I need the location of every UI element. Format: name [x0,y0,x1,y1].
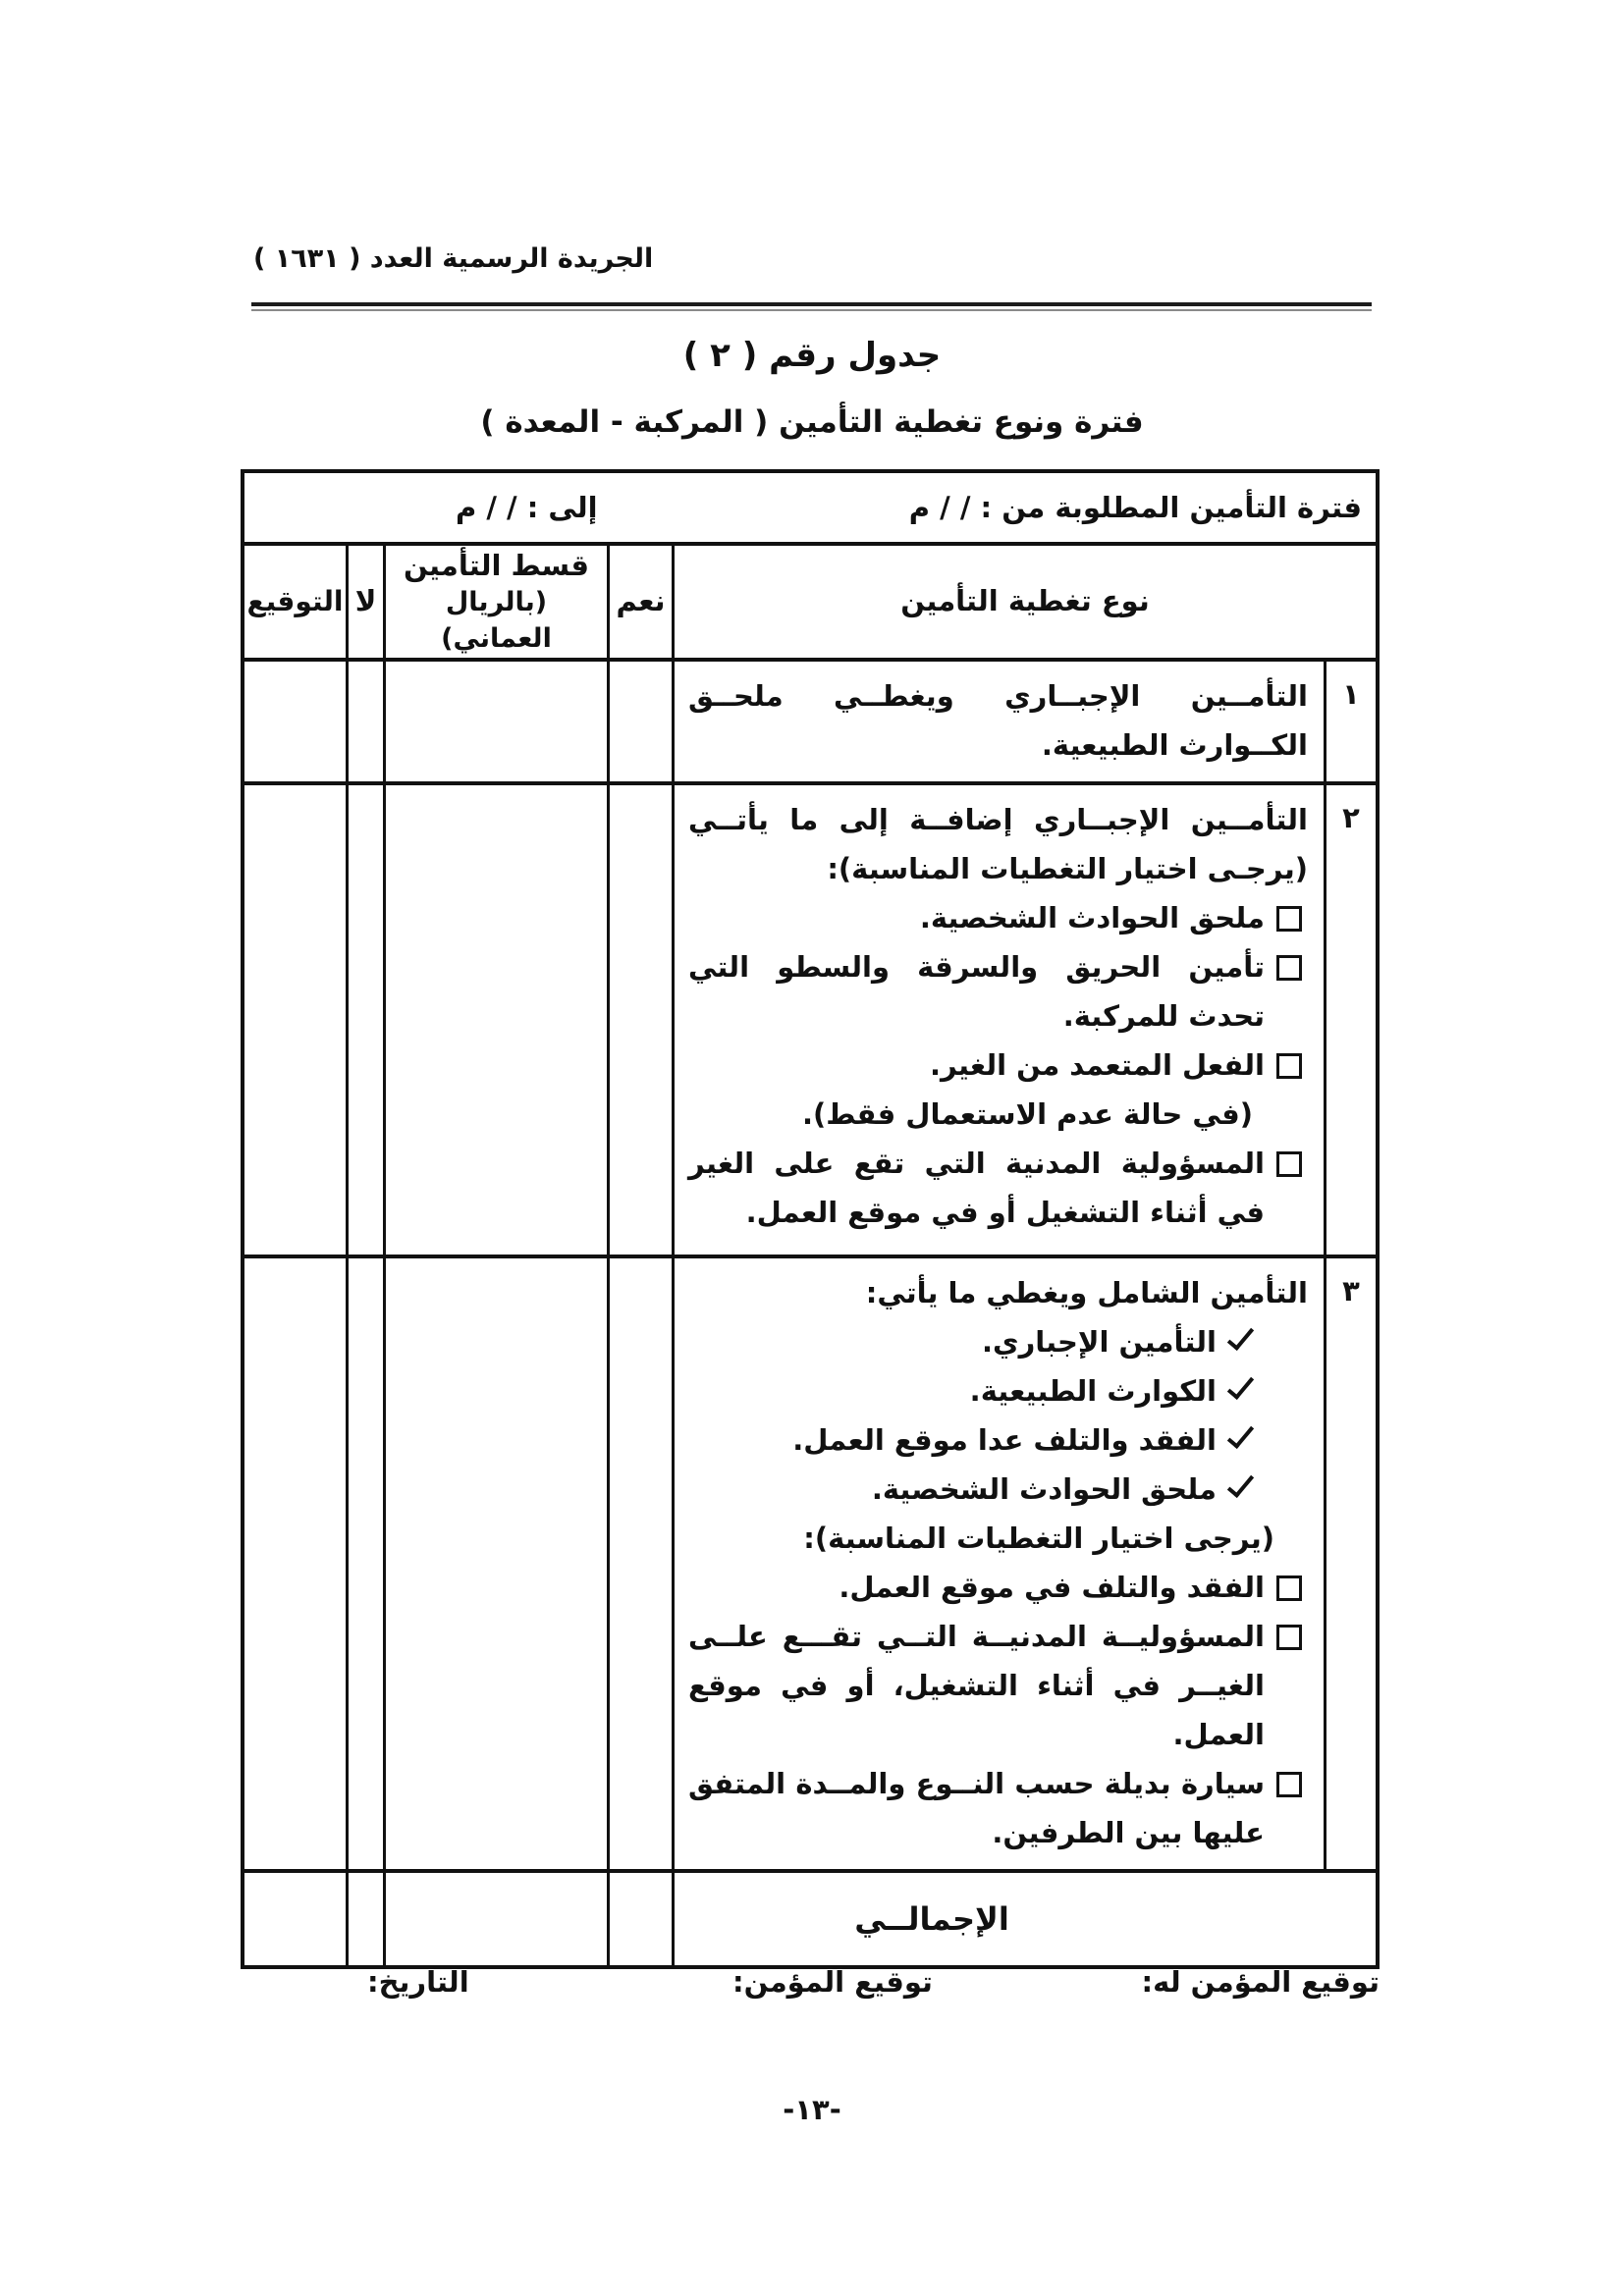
coverage-rows [244,662,1376,1873]
signature-cell[interactable] [244,1258,349,1869]
checkbox-option [688,1759,1308,1857]
checkbox-icon[interactable] [1276,955,1302,981]
checkbox-option [688,1612,1308,1759]
total-row [244,1873,1376,1965]
choose-note-text: (يرجى اختيار التغطيات المناسبة): [803,1522,1274,1555]
checked-option [688,1317,1308,1366]
insurance-period-row [244,473,1376,546]
signature-cell[interactable] [244,662,349,781]
checkbox-option [688,1563,1308,1612]
date-label: التاريخ: [367,1965,469,1999]
page-number: -١٣- [783,2093,841,2126]
insured-signature-label: توقيع المؤمن له: [1141,1965,1380,1999]
header-signature-label: التوقيع [246,585,344,618]
no-answer-cell[interactable] [349,662,386,781]
header-signature [244,546,349,658]
checkbox-option-label: الفعل المتعمد من الغير. [929,1048,1265,1082]
checkbox-icon[interactable] [1276,1151,1302,1177]
coverage-row [244,662,1376,785]
checked-option-label: الكوارث الطبيعية. [969,1374,1217,1408]
checkbox-option-label: سيارة بديلة حسب النــوع والمــدة المتفق عليها بين الطرفين. [688,1767,1265,1849]
checked-option-label: ملحق الحوادث الشخصية. [871,1472,1217,1506]
period-from-label: فترة التأمين المطلوبة من : / / م [908,491,1362,524]
header-coverage-type-label: نوع تغطية التأمين [900,584,1150,618]
header-premium-title: قسط التأمين [403,548,590,582]
total-label: الإجمالــي [854,1900,1009,1938]
checkbox-option-label: الفقد والتلف في موقع العمل. [839,1571,1265,1604]
table-title: جدول رقم ( ٢ ) [682,336,942,375]
coverage-content-cell [675,662,1326,781]
total-no-cell[interactable] [349,1873,386,1965]
coverage-content-cell [675,785,1326,1255]
checkbox-option [688,893,1308,942]
coverage-title-text: التأمــين الإجبــاري إضافــة إلى ما يأتــي (يرجـى اختيار التغطيات المناسبة): [688,803,1308,885]
checkbox-option [688,942,1308,1041]
total-yes-cell[interactable] [610,1873,675,1965]
header-coverage-type [675,546,1376,658]
checkbox-option-label: المسؤولية المدنية التي تقع على الغير في أثناء التشغيل أو في موقع العمل. [688,1147,1265,1229]
checkbox-option [688,1139,1308,1237]
checkbox-icon[interactable] [1276,1772,1302,1797]
coverage-row [244,1258,1376,1873]
premium-amount-cell[interactable] [386,1258,610,1869]
checkbox-icon[interactable] [1276,1053,1302,1079]
row-number-cell: ١ [1342,677,1360,711]
table-header-row [244,546,1376,662]
checked-option-label: الفقد والتلف عدا موقع العمل. [792,1423,1217,1457]
gazette-issue-header: الجريدة الرسمية العدد ( ١٦٣١ ) [253,243,654,274]
no-answer-cell[interactable] [349,785,386,1255]
yes-answer-cell[interactable] [610,1258,675,1869]
coverage-title-text: التأمين الشامل ويغطي ما يأتي: [865,1276,1308,1309]
total-premium-cell[interactable] [386,1873,610,1965]
checkbox-option-label: تأمين الحريق والسرقة والسطو التي تحدث للمركبة. [688,950,1265,1033]
coverage-content-cell [675,1258,1326,1869]
condition-note-text: (في حالة عدم الاستعمال فقط). [802,1097,1253,1131]
check-icon [1227,1420,1254,1449]
checked-option [688,1465,1308,1514]
header-premium [386,546,610,658]
yes-answer-cell[interactable] [610,662,675,781]
check-icon [1227,1371,1254,1400]
checked-option [688,1415,1308,1465]
insurance-coverage-table [241,469,1380,1969]
insurer-signature-label: توقيع المؤمن: [732,1965,933,1999]
row-number-cell: ٣ [1342,1274,1360,1308]
checkbox-icon[interactable] [1276,906,1302,932]
header-no-label: لا [354,584,377,618]
no-answer-cell[interactable] [349,1258,386,1869]
checkbox-icon[interactable] [1276,1575,1302,1601]
row-number-cell: ٢ [1342,801,1360,834]
coverage-row [244,785,1376,1258]
premium-amount-cell[interactable] [386,662,610,781]
signature-footer [0,1965,1624,2008]
total-signature-cell[interactable] [244,1873,349,1965]
checked-option-label: التأمين الإجباري. [982,1325,1217,1359]
total-label-cell [675,1873,1376,1965]
check-icon [1227,1322,1254,1351]
yes-answer-cell[interactable] [610,785,675,1255]
checkbox-option-label: المسؤوليــة المدنيــة التــي تقـــع علــى الغيــر في أثناء التشغيل، أو في موقع العمل. [688,1620,1265,1751]
check-icon [1227,1469,1254,1498]
period-to-label: إلى : / / م [456,491,598,524]
header-no [349,546,386,658]
checked-option [688,1366,1308,1415]
coverage-title-text: التأمــين الإجبــاري ويغطــي ملحــق الكــوارث الطبيعية. [688,679,1308,762]
premium-amount-cell[interactable] [386,785,610,1255]
header-divider-rule [251,302,1372,306]
header-yes [610,546,675,658]
checkbox-option [688,1041,1308,1090]
signature-cell[interactable] [244,785,349,1255]
header-yes-label: نعم [616,584,666,618]
table-subtitle: فترة ونوع تغطية التأمين ( المركبة - المعدة ) [480,404,1144,440]
checkbox-icon[interactable] [1276,1625,1302,1650]
checkbox-option-label: ملحق الحوادث الشخصية. [919,901,1265,934]
header-premium-unit: (بالريال العماني) [441,587,552,654]
